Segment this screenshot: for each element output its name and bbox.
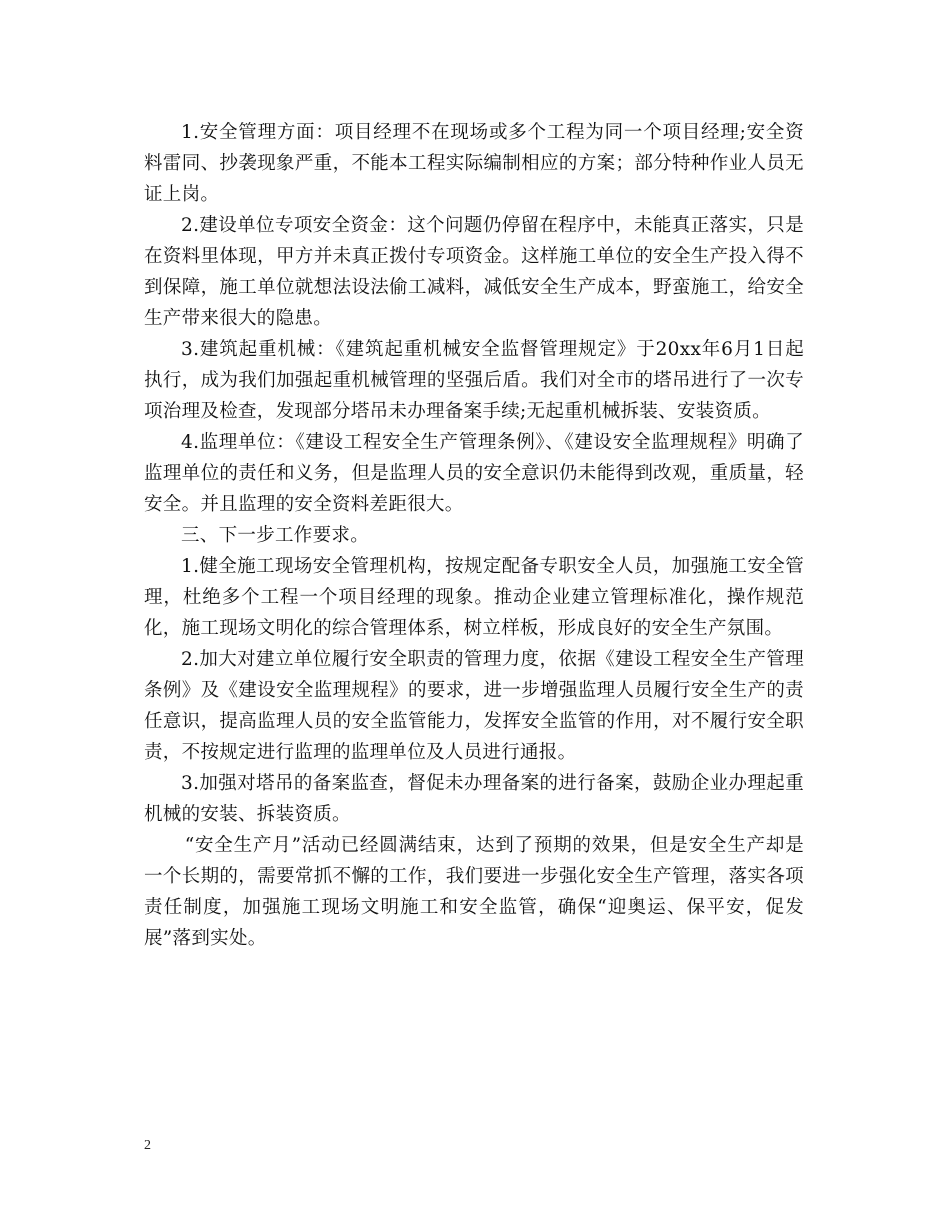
paragraph-requirement-3: 3.加强对塔吊的备案监查，督促未办理备案的进行备案，鼓励企业办理起重机械的安装、拆装资质。 <box>144 773 804 825</box>
page-number: 2 <box>144 1138 151 1153</box>
paragraph-supervision-units: 4.监理单位：《建设工程安全生产管理条例》、《建设安全监理规程》明确了监理单位的责任和义务，但是监理人员的安全意识仍未能得到改观，重质量，轻安全。并且监理的安全资料差距很大。 <box>144 432 804 515</box>
section-heading-next-steps: 三、下一步工作要求。 <box>181 525 370 546</box>
paragraph-lifting-machinery: 3.建筑起重机械：《建筑起重机械安全监督管理规定》于20xx年6月1日起执行，成为我们加强起重机械管理的坚强后盾。我们对全市的塔吊进行了一次专项治理及检查，发现部分塔吊未办理备案手续;无起重机械拆装、安装资质。 <box>144 339 804 422</box>
paragraph-conclusion: “安全生产月”活动已经圆满结束，达到了预期的效果，但是安全生产却是一个长期的，需要常抓不懈的工作，我们要进一步强化安全生产管理，落实各项责任制度，加强施工现场文明施工和安全监管，确保“迎奥运、保平安，促发展”落到实处。 <box>144 835 804 949</box>
paragraph-requirement-1: 1.健全施工现场安全管理机构，按规定配备专职安全人员，加强施工安全管理，杜绝多个工程一个项目经理的现象。推动企业建立管理标准化，操作规范化，施工现场文明化的综合管理体系，树立样板，形成良好的安全生产氛围。 <box>144 556 804 639</box>
paragraph-safety-management: 1.安全管理方面：项目经理不在现场或多个工程为同一个项目经理;安全资料雷同、抄袭现象严重，不能本工程实际编制相应的方案；部分特种作业人员无证上岗。 <box>144 122 804 205</box>
paragraph-special-funds: 2.建设单位专项安全资金：这个问题仍停留在程序中，未能真正落实，只是在资料里体现，甲方并未真正拨付专项资金。这样施工单位的安全生产投入得不到保障，施工单位就想法设法偷工减料，减低安全生产成本，野蛮施工，给安全生产带来很大的隐患。 <box>144 215 804 329</box>
paragraph-requirement-2: 2.加大对建立单位履行安全职责的管理力度，依据《建设工程安全生产管理条例》及《建设安全监理规程》的要求，进一步增强监理人员履行安全生产的责任意识，提高监理人员的安全监管能力，发挥安全监管的作用，对不履行安全职责，不按规定进行监理的监理单位及人员进行通报。 <box>144 649 804 763</box>
document-body <box>144 117 804 954</box>
